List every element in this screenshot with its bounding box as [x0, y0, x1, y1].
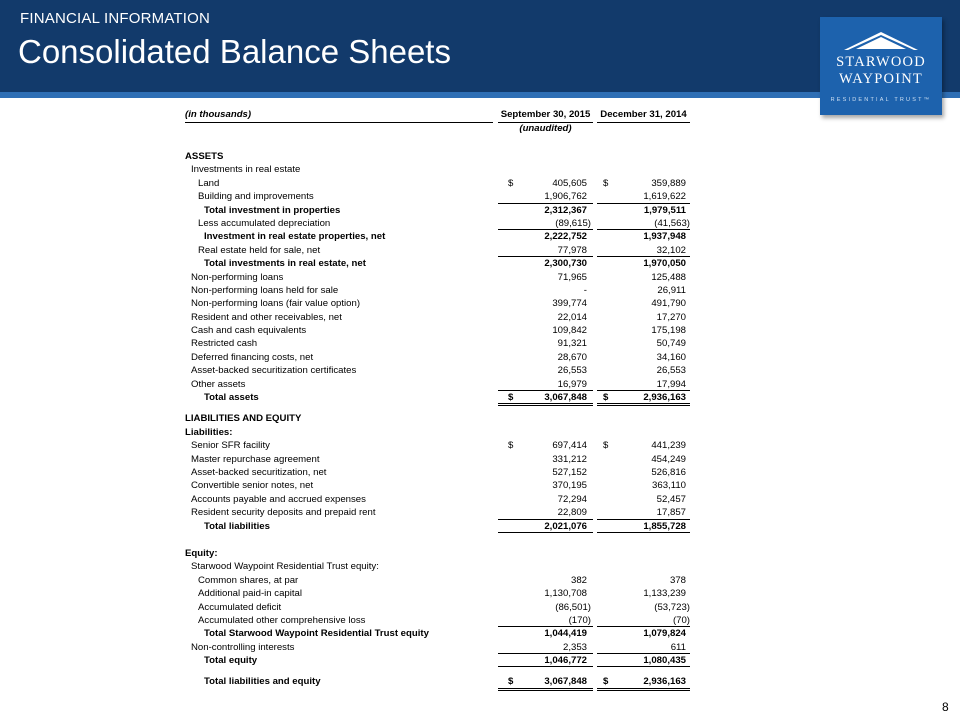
- table-row: [185, 177, 691, 190]
- value-sep-2015: 3,067,848: [544, 392, 587, 404]
- value-dec-2014: (53,723): [654, 601, 690, 613]
- row-label: Accumulated deficit: [198, 601, 282, 613]
- value-sep-2015: 399,774: [552, 298, 587, 310]
- row-label: Resident security deposits and prepaid rent: [191, 507, 376, 519]
- row-label: Master repurchase agreement: [191, 453, 320, 465]
- value-dec-2014: 1,970,050: [643, 258, 686, 270]
- value-sep-2015: (86,501): [555, 601, 591, 613]
- row-label: Total assets: [204, 392, 259, 404]
- value-dec-2014: 17,857: [656, 507, 686, 519]
- subsection-heading-equity: Equity:: [185, 547, 218, 559]
- table-row: [185, 641, 691, 654]
- table-row: [185, 150, 691, 163]
- row-label: Asset-backed securitization, net: [191, 466, 327, 478]
- value-dec-2014: 1,133,239: [643, 588, 686, 600]
- table-row: [185, 284, 691, 297]
- table-row: [185, 297, 691, 310]
- value-sep-2015: 22,014: [557, 311, 587, 323]
- value-sep-2015: 2,300,730: [544, 258, 587, 270]
- balance-sheet-table: [185, 108, 691, 689]
- row-label: Resident and other receivables, net: [191, 311, 342, 323]
- value-sep-2015: 382: [570, 574, 587, 586]
- row-label: Non-performing loans held for sale: [191, 284, 339, 296]
- section-heading-liabilities-equity: LIABILITIES AND EQUITY: [185, 413, 302, 425]
- value-sep-2015: 697,414: [552, 440, 587, 452]
- row-label: Deferred financing costs, net: [191, 351, 314, 363]
- value-sep-2015: 71,965: [557, 271, 587, 283]
- row-label: Other assets: [191, 378, 246, 390]
- value-dec-2014: 1,855,728: [643, 520, 686, 532]
- table-row-total-assets: [185, 391, 691, 404]
- row-label: Accumulated other comprehensive loss: [198, 614, 366, 626]
- table-row: [185, 324, 691, 337]
- section-heading-assets: ASSETS: [185, 151, 224, 162]
- value-sep-2015: 28,670: [557, 351, 587, 363]
- row-label: Total investment in properties: [204, 204, 341, 216]
- value-dec-2014: 1,979,511: [643, 204, 686, 216]
- logo-line-2: WAYPOINT: [839, 71, 923, 87]
- table-row-total-liabilities: [185, 520, 691, 533]
- row-label: Total liabilities and equity: [204, 676, 321, 688]
- value-sep-2015: 2,021,076: [544, 520, 587, 532]
- row-label: Non-controlling interests: [191, 641, 295, 653]
- value-sep-2015: 1,046,772: [544, 655, 587, 667]
- value-sep-2015: -: [583, 284, 587, 296]
- spacer: [185, 667, 691, 675]
- value-dec-2014: 52,457: [656, 493, 686, 505]
- value-dec-2014: 125,488: [651, 271, 686, 283]
- value-dec-2014: 1,079,824: [643, 628, 686, 640]
- spacer: [185, 404, 691, 412]
- value-sep-2015: 2,353: [562, 641, 587, 653]
- subsection-heading-liabilities: Liabilities:: [185, 426, 233, 438]
- row-label: Investments in real estate: [191, 164, 301, 176]
- row-label: Real estate held for sale, net: [198, 244, 321, 256]
- row-label: Investment in real estate properties, net: [204, 231, 386, 243]
- value-dec-2014: 359,889: [651, 177, 686, 189]
- row-label: Total liabilities: [204, 520, 270, 532]
- value-dec-2014: 26,911: [657, 284, 686, 296]
- value-dec-2014: 175,198: [651, 325, 686, 337]
- company-logo: [820, 17, 942, 115]
- value-sep-2015: 16,979: [557, 378, 587, 390]
- row-label: Non-performing loans: [191, 271, 284, 283]
- row-label: Senior SFR facility: [191, 440, 270, 452]
- row-label: Common shares, at par: [198, 574, 299, 586]
- value-dec-2014: 17,270: [656, 311, 686, 323]
- row-label: Less accumulated depreciation: [198, 217, 331, 229]
- table-row-total-equity: [185, 654, 691, 667]
- value-dec-2014: 1,619,622: [643, 191, 686, 203]
- value-sep-2015: 1,130,708: [544, 588, 587, 600]
- table-row: [185, 204, 691, 217]
- page-number: 8: [942, 700, 949, 714]
- row-label: Land: [198, 177, 220, 189]
- row-label: Asset-backed securitization certificates: [191, 365, 357, 377]
- value-sep-2015: 2,222,752: [544, 231, 587, 243]
- value-sep-2015: 77,978: [557, 244, 587, 256]
- value-dec-2014: 50,749: [656, 338, 686, 350]
- row-label: Total Starwood Waypoint Residential Trust equity: [204, 628, 429, 640]
- row-label: Total equity: [204, 655, 258, 667]
- value-dec-2014: 441,239: [651, 440, 686, 452]
- row-label: Non-performing loans (fair value option): [191, 298, 361, 310]
- value-dec-2014: 1,080,435: [643, 655, 686, 667]
- table-row: [185, 190, 691, 203]
- value-dec-2014: 2,936,163: [643, 392, 686, 404]
- value-dec-2014: 34,160: [656, 351, 686, 363]
- row-label: Restricted cash: [191, 338, 258, 350]
- unit-label: (in thousands): [185, 108, 493, 123]
- currency-symbol: $: [508, 177, 514, 189]
- value-dec-2014: 32,102: [656, 244, 686, 256]
- currency-symbol: $: [603, 676, 609, 688]
- table-header-row: [185, 108, 691, 122]
- value-sep-2015: 370,195: [552, 480, 587, 492]
- value-sep-2015: 1,044,419: [544, 628, 587, 640]
- table-row: [185, 627, 691, 640]
- section-kicker: FINANCIAL INFORMATION: [20, 10, 211, 27]
- page-title: Consolidated Balance Sheets: [18, 33, 451, 70]
- value-sep-2015: 331,212: [552, 453, 587, 465]
- unaudited-note: (unaudited): [519, 123, 572, 134]
- table-row: [185, 574, 691, 587]
- spacer: [185, 136, 691, 150]
- currency-symbol: $: [603, 177, 609, 189]
- value-sep-2015: 3,067,848: [544, 676, 587, 688]
- value-sep-2015: 22,809: [557, 507, 587, 519]
- table-row: [185, 163, 691, 176]
- table-row: [185, 217, 691, 230]
- value-sep-2015: (170): [568, 614, 591, 626]
- value-dec-2014: 526,816: [651, 466, 686, 478]
- table-row: [185, 587, 691, 600]
- table-row: [185, 364, 691, 377]
- value-dec-2014: 1,937,948: [643, 231, 686, 243]
- value-dec-2014: 454,249: [651, 453, 686, 465]
- table-row: [185, 506, 691, 519]
- row-label: Starwood Waypoint Residential Trust equity:: [191, 561, 379, 573]
- row-label: Cash and cash equivalents: [191, 325, 307, 337]
- table-row: [185, 230, 691, 243]
- table-row: [185, 257, 691, 270]
- row-label: Convertible senior notes, net: [191, 480, 314, 492]
- table-row: [185, 547, 691, 560]
- table-row: [185, 337, 691, 350]
- currency-symbol: $: [508, 676, 514, 688]
- value-dec-2014: 491,790: [651, 298, 686, 310]
- table-row: [185, 378, 691, 391]
- currency-symbol: $: [603, 440, 609, 452]
- value-sep-2015: 1,906,762: [544, 191, 587, 203]
- currency-symbol: $: [603, 392, 609, 404]
- table-row: [185, 466, 691, 479]
- spacer: [185, 533, 691, 547]
- currency-symbol: $: [508, 440, 514, 452]
- value-dec-2014: 363,110: [652, 480, 686, 492]
- table-row: [185, 601, 691, 614]
- col-header-dec-2014: December 31, 2014: [597, 108, 690, 123]
- row-label: Accounts payable and accrued expenses: [191, 493, 366, 505]
- logo-line-3: RESIDENTIAL TRUST™: [830, 97, 932, 103]
- row-label: Additional paid-in capital: [198, 588, 302, 600]
- value-sep-2015: (89,615): [555, 217, 591, 229]
- currency-symbol: $: [508, 392, 514, 404]
- table-row-total-liabilities-equity: [185, 675, 691, 688]
- table-row: [185, 311, 691, 324]
- table-row: [185, 244, 691, 257]
- table-row: [185, 271, 691, 284]
- value-sep-2015: 109,842: [552, 325, 587, 337]
- value-sep-2015: 26,553: [557, 365, 587, 377]
- table-subheader-row: [185, 122, 691, 136]
- logo-line-1: STARWOOD: [836, 54, 926, 70]
- col-header-sep-2015: September 30, 2015: [498, 108, 593, 123]
- value-dec-2014: 378: [669, 574, 686, 586]
- value-dec-2014: (70): [672, 614, 690, 626]
- table-row: [185, 439, 691, 452]
- value-sep-2015: 72,294: [557, 493, 587, 505]
- row-label: Total investments in real estate, net: [204, 258, 366, 270]
- table-row: [185, 351, 691, 364]
- value-sep-2015: 527,152: [552, 466, 587, 478]
- table-row: [185, 479, 691, 492]
- value-dec-2014: 17,994: [656, 378, 686, 390]
- table-row: [185, 614, 691, 627]
- value-dec-2014: 611: [670, 641, 686, 653]
- value-dec-2014: 26,553: [656, 365, 686, 377]
- banner-stripe: [0, 92, 960, 98]
- row-label: Building and improvements: [198, 191, 314, 203]
- value-sep-2015: 2,312,367: [544, 204, 587, 216]
- table-row: [185, 453, 691, 466]
- value-dec-2014: 2,936,163: [643, 676, 686, 688]
- table-row: [185, 412, 691, 425]
- table-row: [185, 493, 691, 506]
- value-sep-2015: 405,605: [552, 177, 587, 189]
- table-row: [185, 560, 691, 573]
- value-dec-2014: (41,563): [654, 217, 690, 229]
- roof-icon: [842, 31, 920, 53]
- table-row: [185, 426, 691, 439]
- value-sep-2015: 91,321: [557, 338, 587, 350]
